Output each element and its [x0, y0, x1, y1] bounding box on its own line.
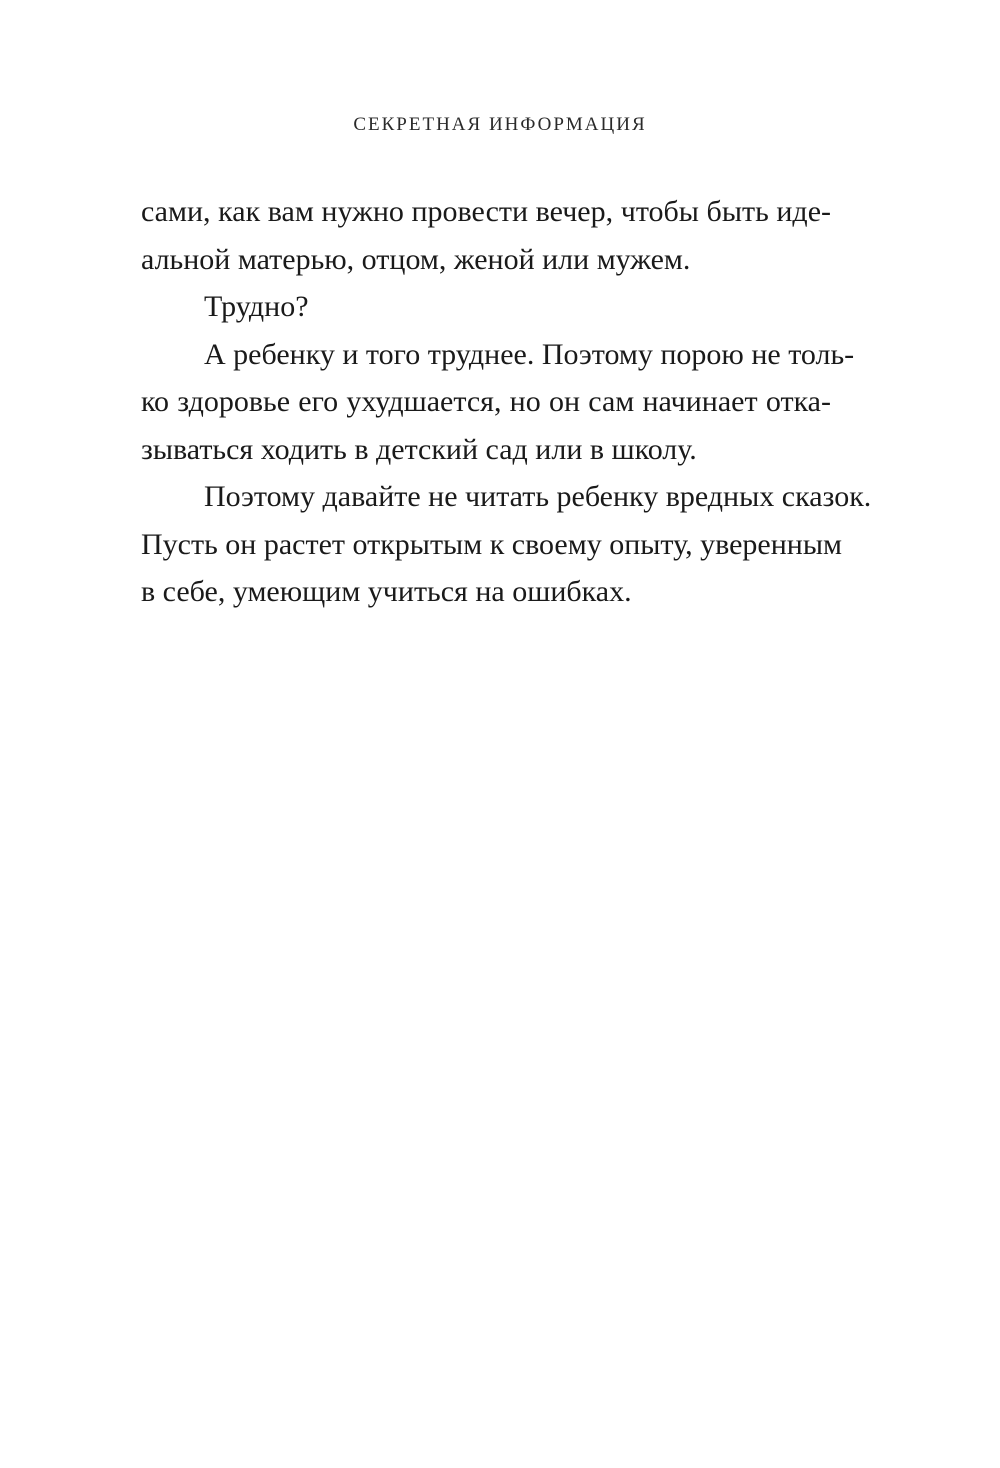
text-line: в себе, умеющим учиться на ошибках. — [141, 575, 632, 608]
text-line: ко здоровье его ухудшается, но он сам начинает отка- — [141, 385, 831, 418]
text-line: зываться ходить в детский сад или в школу. — [141, 432, 697, 466]
text-line: Поэтому давайте не читать ребенку вредных сказок. — [204, 480, 872, 513]
running-head: СЕКРЕТНАЯ ИНФОРМАЦИЯ — [353, 114, 647, 135]
text-line: Трудно? — [204, 290, 309, 323]
text-line: Пусть он растет открытым к своему опыту, уверенным — [141, 527, 843, 561]
text-line: А ребенку и того труднее. Поэтому порою не толь- — [204, 337, 855, 371]
body-text — [141, 188, 872, 616]
text-line: альной матерью, отцом, женой или мужем. — [141, 242, 691, 276]
text-line: сами, как вам нужно провести вечер, чтобы быть иде- — [141, 195, 831, 228]
